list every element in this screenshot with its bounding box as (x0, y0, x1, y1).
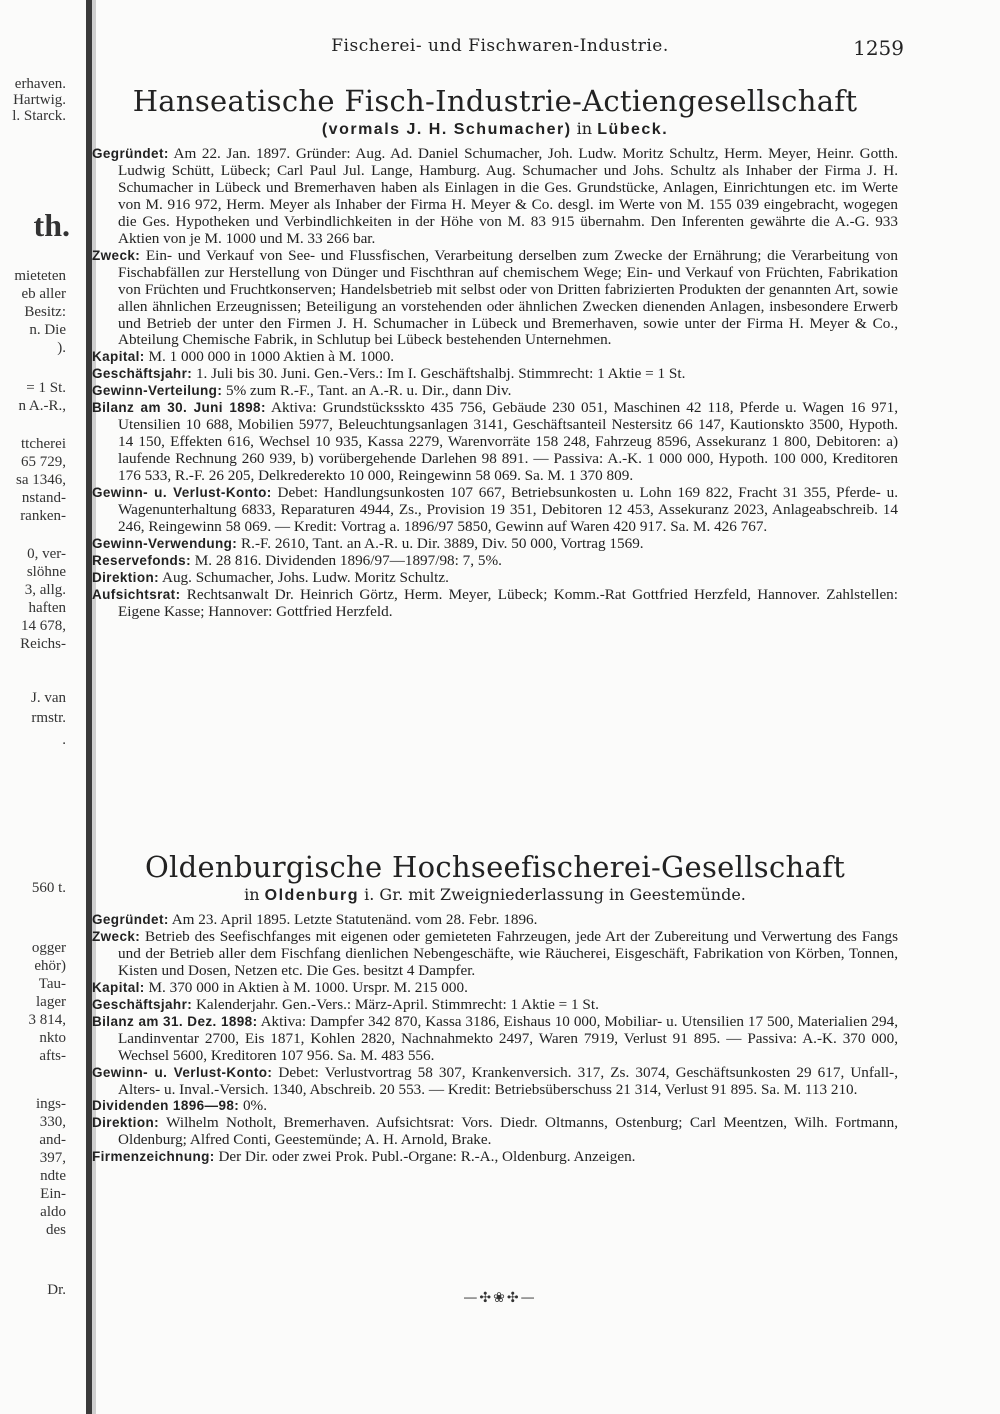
entry-key: Bilanz am 30. Juni 1898: (92, 400, 266, 416)
entry-purpose (92, 248, 898, 350)
entry-text: M. 28 816. Dividenden 1896/97—1897/98: 7, 5%. (190, 551, 502, 569)
entry-text: Aktiva: Dampfer 342 870, Kassa 3186, Eishaus 10 000, Mobiliar- u. Utensilien 17 500, Materialien 294, Landinventar 2700, Eis 1871, Kohlen 2820, Nachnahmekto 2497, Waren 7919, Verlust 91 895. — Passiva: A.-K. 370 000, Wechsel 5600, Kreditoren 107 956. Sa. M. 483 556. (118, 1012, 898, 1064)
former-name: (vormals J. H. Schumacher) (321, 121, 572, 138)
margin-fragment: Reichs- (20, 636, 66, 652)
entry-key: Firmenzeichnung: (92, 1149, 215, 1165)
entry-key: Bilanz am 31. Dez. 1898: (92, 1013, 258, 1029)
margin-fragment: ehör) (34, 958, 66, 974)
page-number: 1259 (853, 36, 904, 60)
margin-fragment: Ein- (40, 1186, 66, 1202)
entry-key: Reservefonds: (92, 552, 191, 568)
company-title: Hanseatische Fisch-Industrie-Actiengesellschaft (132, 84, 858, 118)
entry-management (92, 1115, 898, 1149)
entry-text: M. 1 000 000 in 1000 Aktien à M. 1000. (144, 348, 395, 366)
entry-text: R.-F. 2610, Tant. an A.-R. u. Dir. 3889, Div. 50 000, Vortrag 1569. (237, 534, 644, 552)
margin-fragment: ranken- (20, 508, 66, 524)
margin-fragment: 397, (39, 1150, 66, 1166)
entry-key: Gegründet: (92, 146, 169, 161)
entry-dividends (92, 1098, 898, 1115)
entry-key: Kapital: (92, 979, 145, 995)
entry-fiscal-year (92, 366, 898, 383)
entry-text: Am 22. Jan. 1897. Gründer: Aug. Ad. Daniel Schumacher, Joh. Ludw. Moritz Schultz, Herm. Meyer, Heinr. Gotth. Ludwig Schütt, Lübeck; Carl Paul Jul. Lange, Hamburg. Aug. Schumacher und Johs. Schultz als Inhaber der Firma J. H. Schumacher in Lübeck und Bremerhaven haben als Einlagen in die Ges. Grundstücke, Anlagen, Einrichtungen etc. im Werte von M. 916 972, Herm. Meyer als Inhaber der Firma H. Meyer & Co. desgl. im Werte von M. 155 039 eingebracht, wogegen die Ges. Hypotheken und Verbindlichkeiten in der Höhe von M. 83 915 übernahm. Den Inferenten gewährte die A.-G. 933 Aktien von je M. 1000 und M. 33 266 bar. (118, 145, 898, 247)
entry-text: Ein- und Verkauf von See- und Flussfischen, Verarbeitung derselben zum Zwecke der Ernährung; die Verarbeitung von Fischabfällen zur Herstellung von Dünger und Fischthran auf chemischem Wege; Ein- und Verkauf von Früchten, Fabrikation von Früchten und Fruchtkonserven; Handelsbetrieb mit selbst oder von Dritten fabrizierten Produkten der genannten Art, sowie allen ähnlichen Erzeugnissen; Beteiligung an vorstehenden oder ähnlichen Zwecken dienenden Anlagen, insbesondere Erwerb und Betrieb der unter den Firmen J. H. Schumacher in Lübeck und Bremerhaven, sowie unter der Firma H. Meyer & Co., Abteilung Chemische Fabrik, in Schlutup bei Lübeck bestehenden Unternehmen. (118, 246, 898, 349)
entry-fiscal-year (92, 997, 898, 1014)
margin-fragment: rmstr. (31, 710, 66, 726)
margin-fragment: n. Die (29, 322, 66, 338)
margin-fragment: erhaven. (14, 76, 66, 92)
entry-key: Direktion: (92, 569, 160, 585)
entry-balance-sheet (92, 400, 898, 485)
entry-text: Kalenderjahr. Gen.-Vers.: März-April. Stimmrecht: 1 Aktie = 1 St. (192, 995, 599, 1013)
margin-fragment: Dr. (47, 1282, 66, 1298)
subtitle-connector: in (571, 119, 598, 138)
end-ornament: —✣❀✣— (463, 1290, 537, 1306)
entry-profit-loss (92, 485, 898, 536)
entry-key: Direktion: (92, 1115, 160, 1131)
entry-text: Aktiva: Grundstücksskto 435 756, Gebäude 230 051, Maschinen 42 118, Pferde u. Wagen 16 971, Utensilien 10 688, Mobilien 5977, Beleuchtungsanlagen 3141, Geschäftsanteil Nestersitz 66 147, Kautionskto 3500, Hypoth. 14 150, Effekten 616, Wechsel 10 935, Kassa 2279, Warenvorräte 158 248, Fahrzeug 8596, Assekuranz 1 800, Debitoren: a) laufende Rechnung 260 939, b) vorübergehende Darlehen 98 891. — Passiva: A.-K. 1 000 000, Hypoth. 100 000, Kreditoren 176 533, R.-F. 26 205, Delkrederekto 10 000, Reingewinn 58 069. Sa. M. 1 370 809. (118, 399, 898, 485)
margin-fragment: l. Starck. (12, 108, 66, 124)
margin-fragment: Besitz: (24, 304, 66, 320)
entry-text: M. 370 000 in Aktien à M. 1000. Urspr. M. 215 000. (144, 978, 468, 996)
entry-founded (92, 912, 898, 929)
entry-text: Der Dir. oder zwei Prok. Publ.-Organe: R.-A., Oldenburg. Anzeigen. (214, 1148, 636, 1166)
margin-fragment: sa 1346, (16, 472, 66, 488)
entry-balance-sheet (92, 1014, 898, 1065)
margin-fragment: 3 814, (28, 1012, 66, 1028)
entry-key: Gewinn-Verteilung: (92, 383, 223, 399)
margin-fragment: mieteten (14, 268, 66, 284)
entry-key: Kapital: (92, 349, 145, 365)
company-subtitle (92, 884, 898, 906)
entry-text: Am 23. April 1895. Letzte Statutenänd. vom 28. Febr. 1896. (168, 911, 538, 928)
entry-reserve (92, 553, 898, 570)
company-title: Oldenburgische Hochseefischerei-Gesellschaft (144, 850, 846, 884)
entry-key: Zweck: (92, 928, 141, 944)
subtitle-connector: in (244, 885, 265, 904)
entry-text: Debet: Verlustvortrag 58 307, Krankenversich. 317, Zs. 3074, Geschäftsunkosten 29 617, Unfall-, Alters- u. Inval.-Versich. 1340, Abschreib. 20 553. — Kredit: Betriebsüberschuss 21 314, Verlust 91 895. Sa. M. 113 210. (118, 1063, 898, 1098)
margin-fragment: 3, allg. (24, 582, 66, 598)
margin-fragment: ogger (31, 940, 66, 956)
entry-text: Betrieb des Seefischfanges mit eigenen oder gemieteten Fahrzeugen, jede Art der Zubereitung und Verwertung des Fangs und der Betrieb aller dem Fischfang dienlichen Nebengeschäfte, wie Räucherei, Eisgeschäft, Fabrikation von Körben, Tonnen, Kisten und Dosen, Netzen etc. Die Ges. besitzt 4 Dampfer. (118, 927, 898, 979)
entry-key: Gegründet: (92, 912, 169, 927)
entry-capital (92, 980, 898, 997)
company-entry-hanseatische (92, 84, 898, 621)
margin-fragment: 560 t. (31, 880, 66, 896)
margin-fragment: nstand- (21, 490, 66, 506)
margin-fragment: ndte (40, 1168, 66, 1184)
running-head (100, 36, 904, 60)
margin-fragment: haften (28, 600, 66, 616)
entry-key: Gewinn- u. Verlust-Konto: (92, 1064, 273, 1080)
previous-page-margin (0, 0, 84, 1414)
entry-profit-use (92, 536, 898, 553)
entry-profit-loss (92, 1065, 898, 1099)
margin-fragment: Tau- (38, 976, 66, 992)
margin-fragment: afts- (39, 1048, 66, 1064)
company-city: Lübeck. (597, 121, 669, 138)
margin-fragment: nkto (39, 1030, 66, 1046)
margin-fragment: eb aller (21, 286, 66, 302)
margin-fragment: 0, ver- (27, 546, 66, 562)
company-city: Oldenburg (264, 887, 360, 904)
margin-fragment: ings- (36, 1096, 66, 1112)
entry-text: Aug. Schumacher, Johs. Ludw. Moritz Schultz. (159, 568, 449, 586)
margin-fragment: 330, (39, 1114, 66, 1130)
entry-management (92, 570, 898, 587)
entry-key: Gewinn-Verwendung: (92, 535, 238, 551)
margin-fragment: 65 729, (21, 454, 66, 470)
entry-text: Rechtsanwalt Dr. Heinrich Görtz, Herm. Meyer, Lübeck; Komm.-Rat Gottfried Herzfeld, Hannover. Zahlstellen: Eigene Kasse; Hannover: Gottfried Herzfeld. (118, 585, 898, 620)
margin-fragment: J. van (31, 690, 66, 706)
entry-capital (92, 349, 898, 366)
entry-key: Geschäftsjahr: (92, 996, 193, 1012)
margin-fragment: des (46, 1222, 66, 1238)
entry-text: 0%. (239, 1097, 267, 1115)
entry-profit-distribution (92, 383, 898, 400)
entry-key: Zweck: (92, 247, 141, 263)
entry-text: Debet: Handlungsunkosten 107 667, Betriebsunkosten u. Lohn 169 822, Fracht 31 355, Pferde- u. Wagenunterhaltung 6833, Reparaturen 4944, Zs., Provision 19 351, Debitoren 12 453, Assekuranz 2023, Anlageabschreib. 14 246, Reingewinn 58 069. — Kredit: Vortrag a. 1896/97 5850, Gewinn auf Waren 420 917. Sa. M. 426 767. (118, 484, 899, 535)
entry-purpose (92, 929, 898, 980)
entry-key: Dividenden 1896—98: (92, 1098, 240, 1114)
margin-fragment: lager (36, 994, 66, 1010)
entry-supervisory-board (92, 587, 898, 621)
company-entry-oldenburgische (92, 850, 898, 1166)
entry-founded (92, 146, 898, 248)
margin-fragment: aldo (40, 1204, 66, 1220)
margin-fragment: = 1 St. (26, 380, 66, 396)
margin-fragment: ttcherei (21, 436, 66, 452)
company-subtitle (92, 118, 898, 140)
margin-fragment: Hartwig. (13, 92, 66, 108)
margin-fragment: and- (39, 1132, 66, 1148)
subtitle-rest: i. Gr. mit Zweigniederlassung in Geestemünde. (359, 885, 746, 904)
entry-text: 1. Juli bis 30. Juni. Gen.-Vers.: Im I. Geschäftshalbj. Stimmrecht: 1 Aktie = 1 St. (192, 365, 686, 383)
margin-fragment: n A.-R., (18, 398, 66, 414)
margin-fragment: slöhne (26, 564, 66, 580)
running-head-title: Fischerei- und Fischwaren-Industrie. (331, 36, 669, 56)
entry-text: Wilhelm Notholt, Bremerhaven. Aufsichtsrat: Vors. Diedr. Oltmanns, Ostenburg; Carl Meentzen, Wilh. Fortmann, Oldenburg; Alfred Conti, Geestemünde; A. H. Arnold, Brake. (118, 1114, 898, 1149)
entry-signature (92, 1149, 898, 1166)
margin-fragment: . (62, 732, 66, 748)
entry-key: Aufsichtsrat: (92, 586, 181, 602)
margin-fragment: 14 678, (21, 618, 66, 634)
margin-fragment: th. (33, 207, 70, 243)
margin-fragment: ). (57, 340, 66, 356)
entry-text: 5% zum R.-F., Tant. an A.-R. u. Dir., dann Div. (222, 382, 512, 400)
entry-key: Geschäftsjahr: (92, 366, 193, 382)
entry-key: Gewinn- u. Verlust-Konto: (92, 485, 272, 501)
